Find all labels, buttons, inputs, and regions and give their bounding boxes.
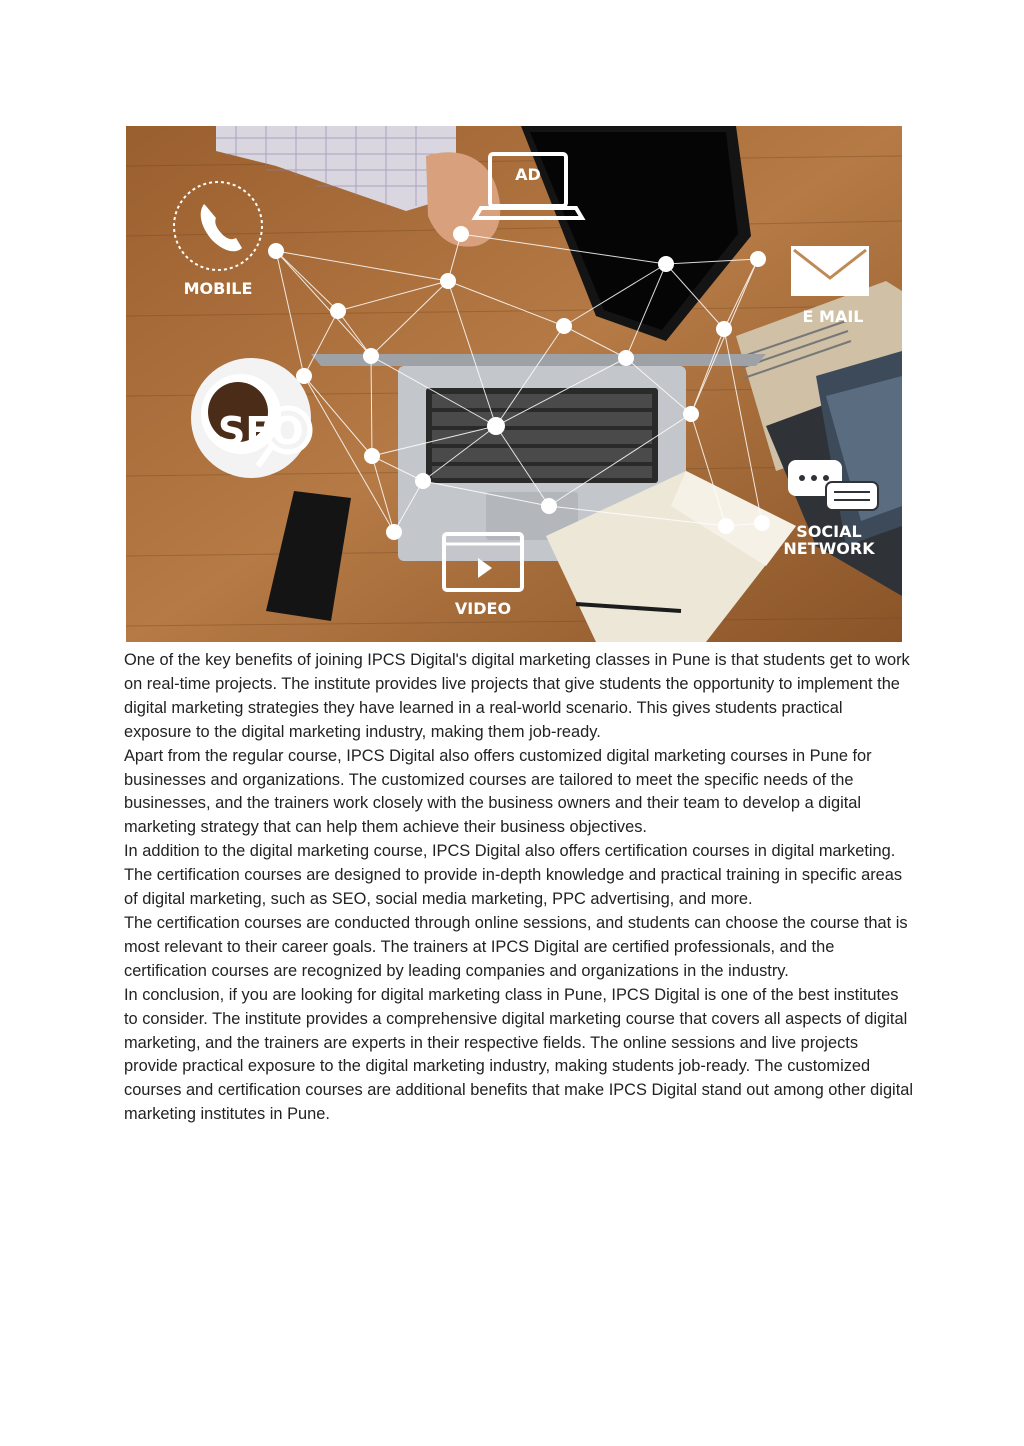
social-label-line1: SOCIAL: [796, 522, 862, 541]
social-label-line2: NETWORK: [783, 539, 875, 558]
ad-label: AD: [515, 165, 541, 184]
paragraph-certification-courses: In addition to the digital marketing course, IPCS Digital also offers certification courses in digital marketing. The certification courses are designed to provide in-depth knowledge and practical training in specific areas of digital marketing, such as SEO, social media marketing, PPC advertising, and more.: [124, 842, 903, 909]
video-label: VIDEO: [454, 599, 512, 618]
paragraph-real-time-projects: One of the key benefits of joining IPCS Digital's digital marketing classes in Pune is that students get to work on real-time projects. The institute provides live projects that give students the opportunity to implement the digital marketing strategies they have learned in a real-world scenario. This gives students practical exposure to the digital marketing industry, making them job-ready.: [124, 651, 910, 741]
hero-image: [126, 126, 902, 642]
mobile-label: MOBILE: [183, 279, 253, 298]
email-label: E MAIL: [802, 307, 864, 326]
digital-marketing-illustration: [126, 126, 902, 642]
paragraph-customized-courses: Apart from the regular course, IPCS Digital also offers customized digital marketing courses in Pune for businesses and organizations. The customized courses are tailored to meet the specific needs of the businesses, and the trainers work closely with the business owners and their team to develop a digital marketing strategy that can help them achieve their business objectives.: [124, 746, 872, 837]
seo-label: SEO: [218, 409, 304, 453]
paragraph-conclusion: In conclusion, if you are looking for digital marketing class in Pune, IPCS Digital is one of the best institutes to consider. The institute provides a comprehensive digital marketing course that covers all aspects of digital marketing, and the trainers are experts in their respective fields. The online sessions and live projects provide practical exposure to the digital marketing industry, making students job-ready. The customized courses and certification courses are additional benefits that make IPCS Digital stand out among other digital marketing institutes in Pune.: [124, 985, 914, 1124]
paragraph-online-sessions: The certification courses are conducted through online sessions, and students can choose the course that is most relevant to their career goals. The trainers at IPCS Digital are certified professionals, and the certification courses are recognized by leading companies and organizations in the industry.: [124, 913, 908, 980]
email-icon: [791, 246, 869, 326]
article-body: [124, 649, 914, 1127]
